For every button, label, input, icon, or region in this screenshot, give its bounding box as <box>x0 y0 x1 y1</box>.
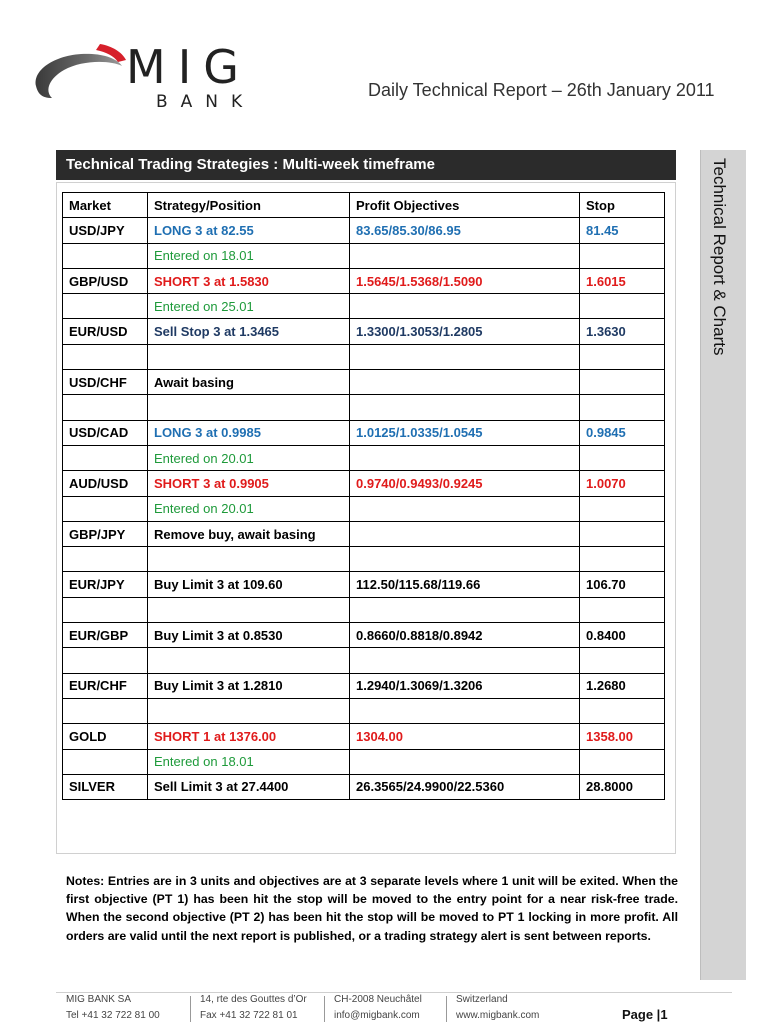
notes-text: Notes: Entries are in 3 units and objectives are at 3 separate levels where 1 unit will be exited. When the first objective (PT 1) has been hit the stop will be moved to the entry point for a near risk-free trade. When the second objective (PT 2) has been hit the stop will be moved to PT 1 locking in more profit. All orders are valid until the next report is published, or a trading strategy alert is sent between reports. <box>66 874 678 943</box>
footer-company: MIG BANK SA <box>66 994 132 1005</box>
cell-market <box>63 395 148 420</box>
cell-market: AUD/USD <box>63 471 148 496</box>
table-row <box>63 648 665 673</box>
header-strategy: Strategy/Position <box>148 193 350 218</box>
cell-strategy: Entered on 25.01 <box>148 294 350 319</box>
footer-tel: Tel +41 32 722 81 00 <box>66 1010 160 1021</box>
cell-strategy: Buy Limit 3 at 1.2810 <box>148 673 350 698</box>
cell-strategy <box>148 344 350 369</box>
table-row <box>63 749 665 774</box>
cell-strategy <box>148 395 350 420</box>
table-row <box>63 698 665 723</box>
table-header-row <box>63 193 665 218</box>
table-row <box>63 521 665 546</box>
cell-market: EUR/JPY <box>63 572 148 597</box>
cell-stop <box>580 243 665 268</box>
table-row <box>63 724 665 749</box>
cell-stop <box>580 496 665 521</box>
cell-strategy: LONG 3 at 0.9985 <box>148 420 350 445</box>
table-body <box>63 218 665 800</box>
cell-market: EUR/USD <box>63 319 148 344</box>
cell-stop <box>580 344 665 369</box>
table-row <box>63 597 665 622</box>
cell-stop: 106.70 <box>580 572 665 597</box>
cell-stop <box>580 445 665 470</box>
cell-objectives <box>350 698 580 723</box>
cell-strategy <box>148 648 350 673</box>
cell-stop: 1.6015 <box>580 268 665 293</box>
cell-strategy: Entered on 20.01 <box>148 445 350 470</box>
cell-stop: 1.0070 <box>580 471 665 496</box>
table-row <box>63 344 665 369</box>
header-stop: Stop <box>580 193 665 218</box>
footer-address-block <box>200 992 307 1024</box>
cell-objectives <box>350 597 580 622</box>
cell-market <box>63 749 148 774</box>
cell-stop <box>580 395 665 420</box>
table-row <box>63 471 665 496</box>
cell-market <box>63 496 148 521</box>
table-row <box>63 319 665 344</box>
footer-separator <box>446 996 447 1022</box>
cell-objectives: 1.3300/1.3053/1.2805 <box>350 319 580 344</box>
cell-strategy: LONG 3 at 82.55 <box>148 218 350 243</box>
cell-objectives <box>350 395 580 420</box>
table-row <box>63 496 665 521</box>
cell-strategy: Await basing <box>148 370 350 395</box>
cell-objectives <box>350 648 580 673</box>
cell-stop <box>580 749 665 774</box>
footer-city: CH-2008 Neuchâtel <box>334 994 422 1005</box>
cell-strategy: Buy Limit 3 at 109.60 <box>148 572 350 597</box>
brand-sub: BANK <box>156 92 256 112</box>
cell-strategy: Entered on 20.01 <box>148 496 350 521</box>
cell-stop <box>580 370 665 395</box>
footer-company-block <box>66 992 160 1024</box>
cell-market: USD/JPY <box>63 218 148 243</box>
cell-market <box>63 243 148 268</box>
cell-stop: 1.3630 <box>580 319 665 344</box>
cell-stop: 0.9845 <box>580 420 665 445</box>
table-row <box>63 547 665 572</box>
table-row <box>63 572 665 597</box>
table-row <box>63 420 665 445</box>
footer-country-block <box>456 992 539 1024</box>
cell-market <box>63 344 148 369</box>
table-row <box>63 445 665 470</box>
cell-objectives <box>350 547 580 572</box>
strategies-table <box>62 192 665 800</box>
cell-market <box>63 445 148 470</box>
side-tab-label: Technical Report & Charts <box>710 158 729 356</box>
footer-email[interactable]: info@migbank.com <box>334 1010 420 1021</box>
cell-objectives <box>350 370 580 395</box>
header-market: Market <box>63 193 148 218</box>
cell-objectives <box>350 445 580 470</box>
cell-stop <box>580 547 665 572</box>
cell-market <box>63 294 148 319</box>
cell-market <box>63 698 148 723</box>
cell-strategy: Buy Limit 3 at 0.8530 <box>148 623 350 648</box>
header-objectives: Profit Objectives <box>350 193 580 218</box>
cell-objectives: 1.0125/1.0335/1.0545 <box>350 420 580 445</box>
brand-name: MIG <box>126 40 251 94</box>
table-row <box>63 623 665 648</box>
cell-strategy <box>148 698 350 723</box>
cell-objectives: 0.9740/0.9493/0.9245 <box>350 471 580 496</box>
cell-strategy: Sell Limit 3 at 27.4400 <box>148 774 350 799</box>
cell-market <box>63 648 148 673</box>
cell-strategy: Entered on 18.01 <box>148 243 350 268</box>
cell-objectives: 83.65/85.30/86.95 <box>350 218 580 243</box>
cell-objectives: 1.2940/1.3069/1.3206 <box>350 673 580 698</box>
cell-objectives <box>350 749 580 774</box>
cell-strategy <box>148 597 350 622</box>
cell-objectives: 1304.00 <box>350 724 580 749</box>
cell-market: EUR/CHF <box>63 673 148 698</box>
cell-stop <box>580 597 665 622</box>
footer-separator <box>324 996 325 1022</box>
cell-stop: 1358.00 <box>580 724 665 749</box>
footer-country: Switzerland <box>456 994 508 1005</box>
cell-market: GOLD <box>63 724 148 749</box>
cell-objectives: 112.50/115.68/119.66 <box>350 572 580 597</box>
cell-stop: 0.8400 <box>580 623 665 648</box>
table-row <box>63 268 665 293</box>
table-row <box>63 294 665 319</box>
page-number: Page |1 <box>622 1007 668 1022</box>
table-row <box>63 774 665 799</box>
cell-objectives: 0.8660/0.8818/0.8942 <box>350 623 580 648</box>
cell-strategy: Entered on 18.01 <box>148 749 350 774</box>
cell-strategy: Remove buy, await basing <box>148 521 350 546</box>
cell-market <box>63 547 148 572</box>
cell-objectives: 26.3565/24.9900/22.5360 <box>350 774 580 799</box>
table-row <box>63 243 665 268</box>
cell-strategy <box>148 547 350 572</box>
cell-stop: 81.45 <box>580 218 665 243</box>
table-row <box>63 370 665 395</box>
table-row <box>63 218 665 243</box>
footer-fax: Fax +41 32 722 81 01 <box>200 1010 298 1021</box>
cell-objectives <box>350 496 580 521</box>
cell-stop: 1.2680 <box>580 673 665 698</box>
section-title: Technical Trading Strategies : Multi-week timeframe <box>56 150 676 180</box>
cell-market: GBP/USD <box>63 268 148 293</box>
cell-objectives: 1.5645/1.5368/1.5090 <box>350 268 580 293</box>
footer-separator <box>190 996 191 1022</box>
mig-bank-logo <box>30 38 260 112</box>
cell-market: SILVER <box>63 774 148 799</box>
cell-market: USD/CHF <box>63 370 148 395</box>
cell-market <box>63 597 148 622</box>
cell-stop <box>580 521 665 546</box>
cell-stop <box>580 648 665 673</box>
footer-address: 14, rte des Gouttes d’Or <box>200 994 307 1005</box>
cell-objectives <box>350 521 580 546</box>
cell-stop: 28.8000 <box>580 774 665 799</box>
cell-market: EUR/GBP <box>63 623 148 648</box>
table-row <box>63 395 665 420</box>
cell-objectives <box>350 243 580 268</box>
cell-strategy: SHORT 3 at 1.5830 <box>148 268 350 293</box>
cell-stop <box>580 698 665 723</box>
table-row <box>63 673 665 698</box>
cell-strategy: SHORT 3 at 0.9905 <box>148 471 350 496</box>
cell-strategy: SHORT 1 at 1376.00 <box>148 724 350 749</box>
cell-stop <box>580 294 665 319</box>
footer-web[interactable]: www.migbank.com <box>456 1010 540 1021</box>
report-title: Daily Technical Report – 26th January 2011 <box>368 80 715 100</box>
swoosh-icon <box>30 38 140 110</box>
cell-market: USD/CAD <box>63 420 148 445</box>
footer-city-block <box>334 992 422 1024</box>
cell-objectives <box>350 294 580 319</box>
cell-market: GBP/JPY <box>63 521 148 546</box>
cell-objectives <box>350 344 580 369</box>
cell-strategy: Sell Stop 3 at 1.3465 <box>148 319 350 344</box>
